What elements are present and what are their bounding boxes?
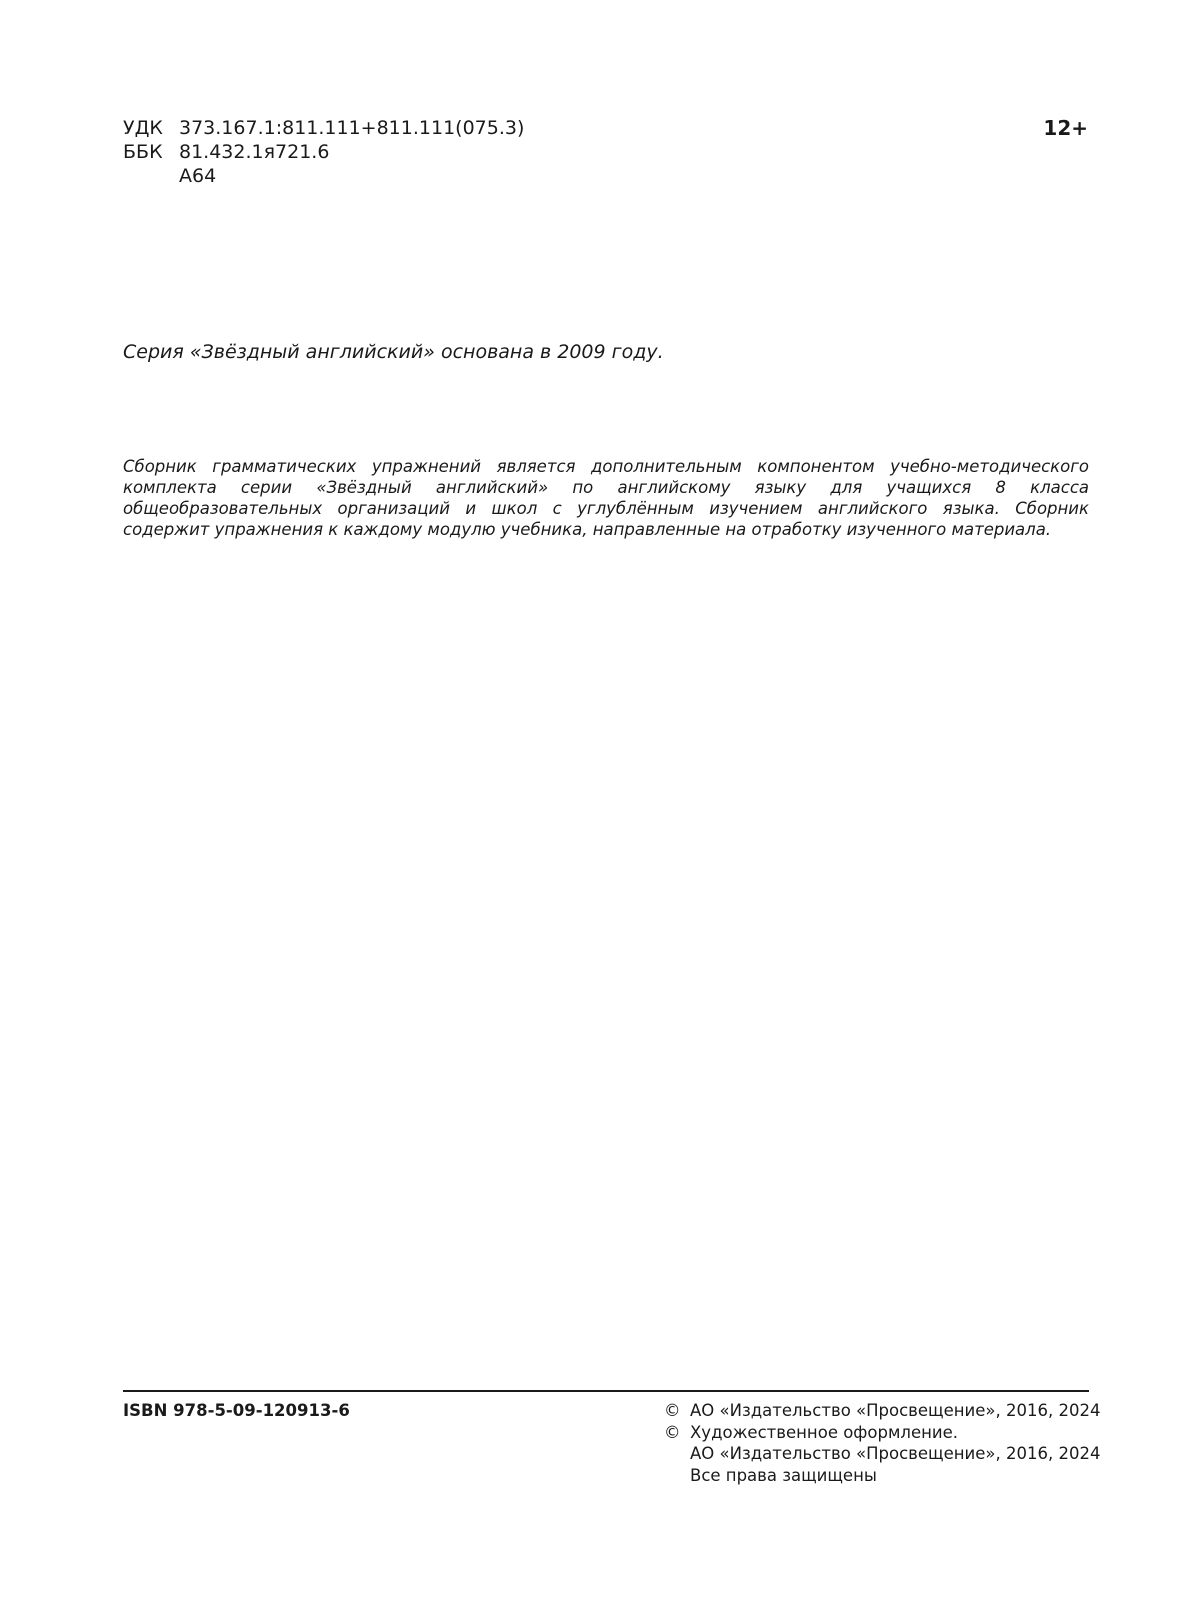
udk-label: УДК bbox=[123, 117, 163, 139]
rights-reserved: Все права защищены bbox=[690, 1465, 877, 1485]
author-mark: А64 bbox=[179, 165, 217, 187]
bbk-label: ББК bbox=[123, 141, 163, 163]
copyright-icon: © bbox=[664, 1401, 681, 1420]
author-mark-row bbox=[123, 164, 524, 188]
udk-row bbox=[123, 116, 524, 140]
copyright-row-rights bbox=[664, 1465, 1100, 1487]
footer-divider bbox=[123, 1390, 1089, 1392]
udk-value: 373.167.1:811.111+811.111(075.3) bbox=[179, 117, 525, 139]
copyright-icon: © bbox=[664, 1422, 681, 1442]
copyright-row-design-publisher bbox=[664, 1443, 1100, 1465]
bbk-row bbox=[123, 140, 524, 164]
copyright-block bbox=[664, 1400, 1100, 1486]
isbn: ISBN 978-5-09-120913-6 bbox=[123, 1401, 350, 1420]
classification-block bbox=[123, 116, 524, 188]
copyright-design: Художественное оформление. bbox=[690, 1422, 959, 1442]
copyright-publisher: АО «Издательство «Просвещение», 2016, 2024 bbox=[690, 1401, 1101, 1420]
bbk-value: 81.432.1я721.6 bbox=[179, 141, 330, 163]
copyright-row-design bbox=[664, 1422, 1100, 1444]
copyright-design-publisher: АО «Издательство «Просвещение», 2016, 2024 bbox=[690, 1444, 1101, 1463]
age-rating: 12+ bbox=[1043, 116, 1088, 140]
series-note: Серия «Звёздный английский» основана в 2009 году. bbox=[123, 341, 664, 363]
annotation-paragraph: Сборник грамматических упражнений является дополнительным компонентом учебно-методического комплекта серии «Звёздный английский» по английскому языку для учащихся 8 класса общеобразовательных организаций и школ с углублённым изучением английского языка. Сборник содержит упражнения к каждому модулю учебника, направленные на отработку изученного материала. bbox=[123, 457, 1089, 539]
copyright-row-publisher bbox=[664, 1400, 1100, 1422]
